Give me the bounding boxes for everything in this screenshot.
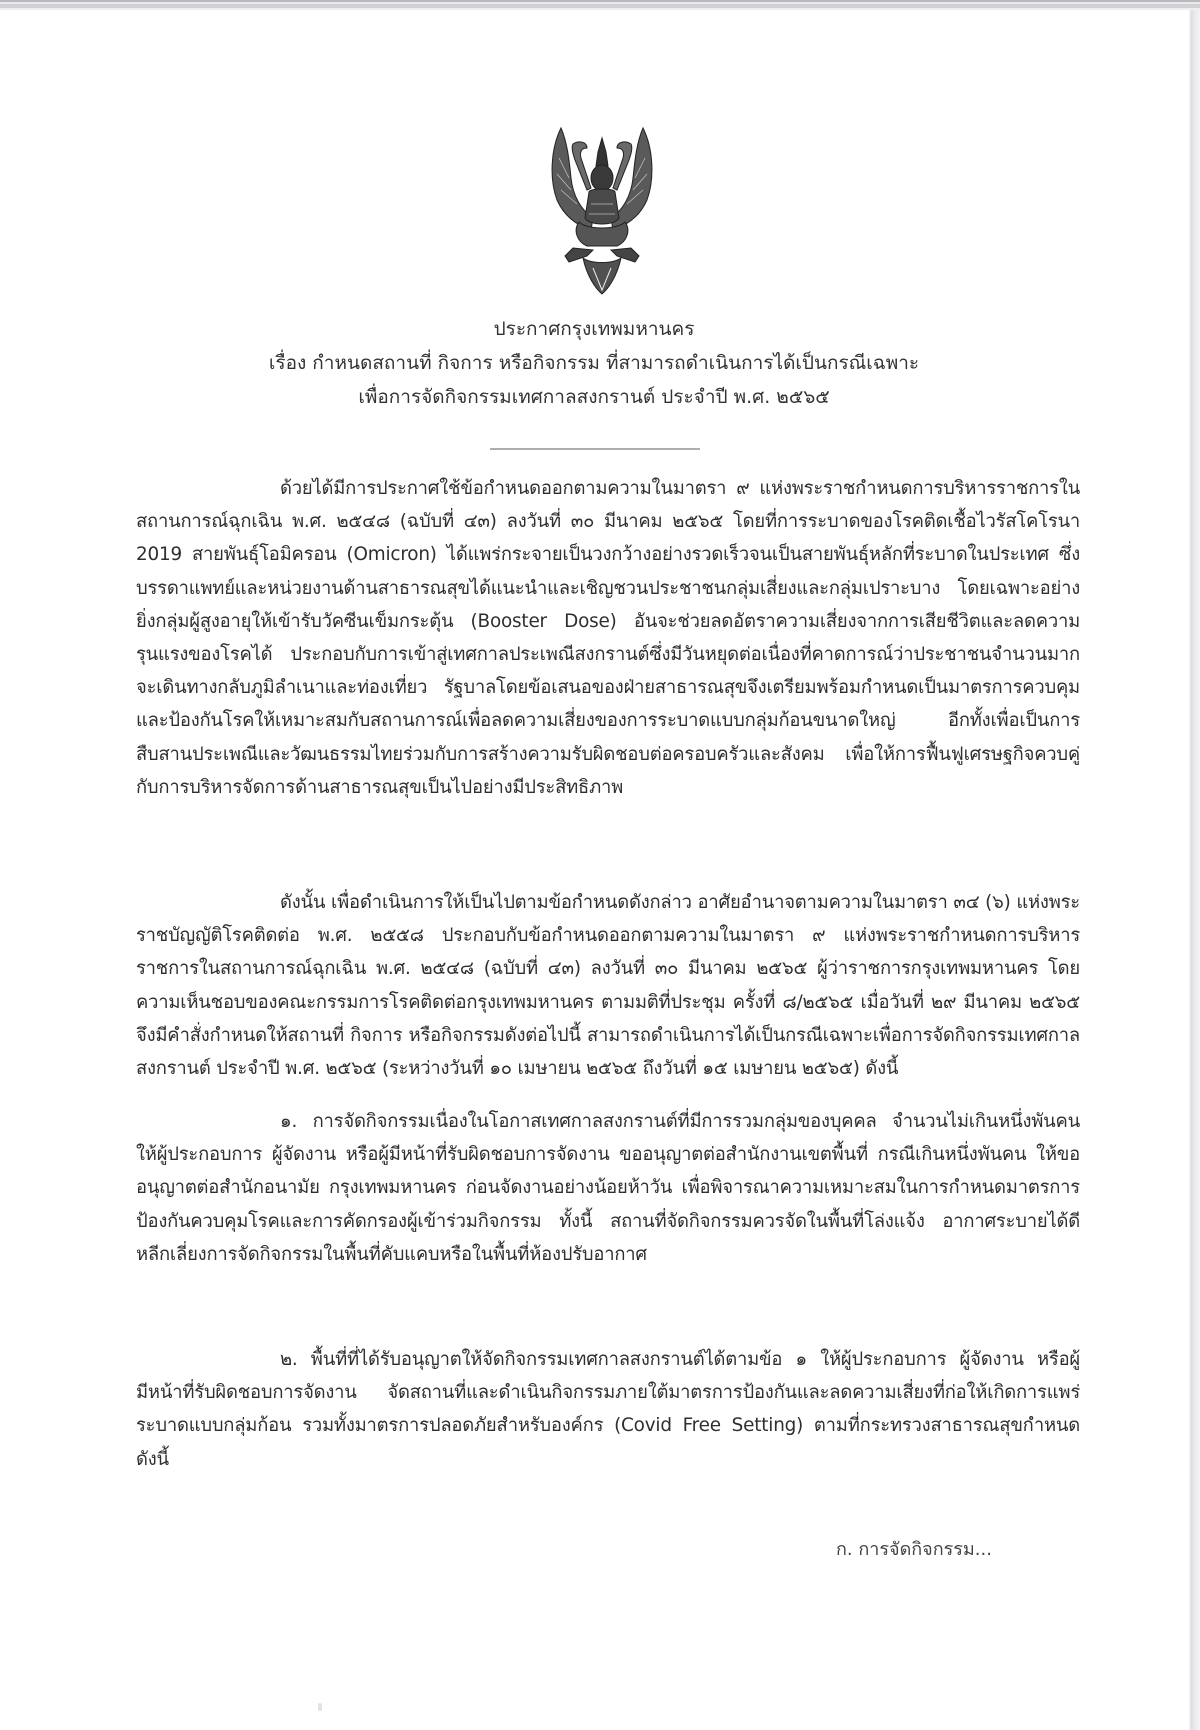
paragraph-text: ด้วยได้มีการประกาศใช้ข้อกำหนดออกตามความในมาตรา ๙ แห่งพระราชกำหนดการบริหารราชการในสถานการณ์ฉุกเฉิน พ.ศ. ๒๕๔๘ (ฉบับที่ ๔๓) ลงวันที่ ๓๐ มีนาคม ๒๕๖๕ โดยที่การระบาดของโรคติดเชื้อไวรัสโคโรนา 2019 สายพันธุ์โอมิครอน (Omicron) ได้แพร่กระจายเป็นวงกว้างอย่างรวดเร็วจนเป็นสายพันธุ์หลักที่ระบาดในประเทศ ซึ่งบรรดาแพทย์และหน่วยงานด้านสาธารณสุขได้แนะนำและเชิญชวนประชาชนกลุ่มเสี่ยงและกลุ่มเปราะบาง โดยเฉพาะอย่างยิ่งกลุ่มผู้สูงอายุให้เข้ารับวัคซีนเข็มกระตุ้น (Booster Dose) อันจะช่วยลดอัตราความเสี่ยงจากการเสียชีวิตและลดความรุนแรงของโรคได้ ประกอบกับการเข้าสู่เทศกาลประเพณีสงกรานต์ซึ่งมีวันหยุดต่อเนื่องที่คาดการณ์ว่าประชาชนจำนวนมากจะเดินทางกลับภูมิลำเนาและท่องเที่ยว รัฐบาลโดยข้อเสนอของฝ่ายสาธารณสุขจึงเตรียมพร้อมกำหนดเป็นมาตรการควบคุมและป้องกันโรคให้เหมาะสมกับสถานการณ์เพื่อลดความเสี่ยงของการระบาดแบบกลุ่มก้อนขนาดใหญ่ อีกทั้งเพื่อเป็นการสืบสานประเพณีและวัฒนธรรมไทยร่วมกับการสร้างความรับผิดชอบต่อครอบครัวและสังคม เพื่อให้การฟื้นฟูเศรษฐกิจควบคู่กับการบริหารจัดการด้านสาธารณสุขเป็นไปอย่างมีประสิทธิภาพ xyxy=(136,478,1080,798)
paragraph-text: ดังนั้น เพื่อดำเนินการให้เป็นไปตามข้อกำหนดดังกล่าว อาศัยอำนาจตามความในมาตรา ๓๔ (๖) แห่งพระราชบัญญัติโรคติดต่อ พ.ศ. ๒๕๕๘ ประกอบกับข้อกำหนดออกตามความในมาตรา ๙ แห่งพระราชกำหนดการบริหารราชการในสถานการณ์ฉุกเฉิน พ.ศ. ๒๕๔๘ (ฉบับที่ ๔๓) ลงวันที่ ๓๐ มีนาคม ๒๕๖๕ ผู้ว่าราชการกรุงเทพมหานคร โดยความเห็นชอบของคณะกรรมการโรคติดต่อกรุงเทพมหานคร ตามมติที่ประชุม ครั้งที่ ๘/๒๕๖๕ เมื่อวันที่ ๒๙ มีนาคม ๒๕๖๕ จึงมีคำสั่งกำหนดให้สถานที่ กิจการ หรือกิจกรรมดังต่อไปนี้ สามารถดำเนินการได้เป็นกรณีเฉพาะเพื่อการจัดกิจกรรมเทศกาลสงกรานต์ ประจำปี พ.ศ. ๒๕๖๕ (ระหว่างวันที่ ๑๐ เมษายน ๒๕๖๕ ถึงวันที่ ๑๕ เมษายน ๒๕๖๕) ดังนี้ xyxy=(136,892,1080,1080)
paragraph-item-1 xyxy=(136,1105,1080,1271)
paragraph-text: ๑. การจัดกิจกรรมเนื่องในโอกาสเทศกาลสงกรานต์ที่มีการรวมกลุ่มของบุคคล จำนวนไม่เกินหนึ่งพันคน ให้ผู้ประกอบการ ผู้จัดงาน หรือผู้มีหน้าที่รับผิดชอบการจัดงาน ขออนุญาตต่อสำนักงานเขตพื้นที่ กรณีเกินหนึ่งพันคน ให้ขออนุญาตต่อสำนักอนามัย กรุงเทพมหานคร ก่อนจัดงานอย่างน้อยห้าวัน เพื่อพิจารณาความเหมาะสมในการกำหนดมาตรการป้องกันควบคุมโรคและการคัดกรองผู้เข้าร่วมกิจกรรม ทั้งนี้ สถานที่จัดกิจกรรมควรจัดในพื้นที่โล่งแจ้ง อากาศระบายได้ดี หลีกเลี่ยงการจัดกิจกรรมในพื้นที่คับแคบหรือในพื้นที่ห้องปรับอากาศ xyxy=(136,1111,1080,1265)
page-right-edge xyxy=(1188,10,1200,1730)
garuda-emblem-icon xyxy=(543,118,661,298)
paragraph-text: ๒. พื้นที่ที่ได้รับอนุญาตให้จัดกิจกรรมเทศกาลสงกรานต์ได้ตามข้อ ๑ ให้ผู้ประกอบการ ผู้จัดงาน หรือผู้มีหน้าที่รับผิดชอบการจัดงาน จัดสถานที่และดำเนินกิจกรรมภายใต้มาตรการป้องกันและลดความเสี่ยงที่ก่อให้เกิดการแพร่ระบาดแบบกลุ่มก้อน รวมทั้งมาตรการปลอดภัยสำหรับองค์กร (Covid Free Setting) ตามที่กระทรวงสาธารณสุขกำหนด ดังนี้ xyxy=(136,1349,1080,1470)
document-page xyxy=(0,10,1188,1730)
issuer-title: ประกาศกรุงเทพมหานคร xyxy=(493,318,695,340)
paragraph-authority xyxy=(136,886,1080,1085)
paragraph-item-2 xyxy=(136,1343,1080,1476)
header-divider xyxy=(490,448,700,450)
window-top-edge xyxy=(0,0,1200,10)
subject-line-1: เรื่อง กำหนดสถานที่ กิจการ หรือกิจกรรม ที่สามารถดำเนินการได้เป็นกรณีเฉพาะ xyxy=(268,352,920,374)
subject-line-2: เพื่อการจัดกิจกรรมเทศกาลสงกรานต์ ประจำปี พ.ศ. ๒๕๖๕ xyxy=(358,386,830,408)
continuation-note: ก. การจัดกิจกรรม... xyxy=(836,1539,992,1560)
scan-artifact xyxy=(318,1703,322,1711)
paragraph-preamble xyxy=(136,472,1080,804)
